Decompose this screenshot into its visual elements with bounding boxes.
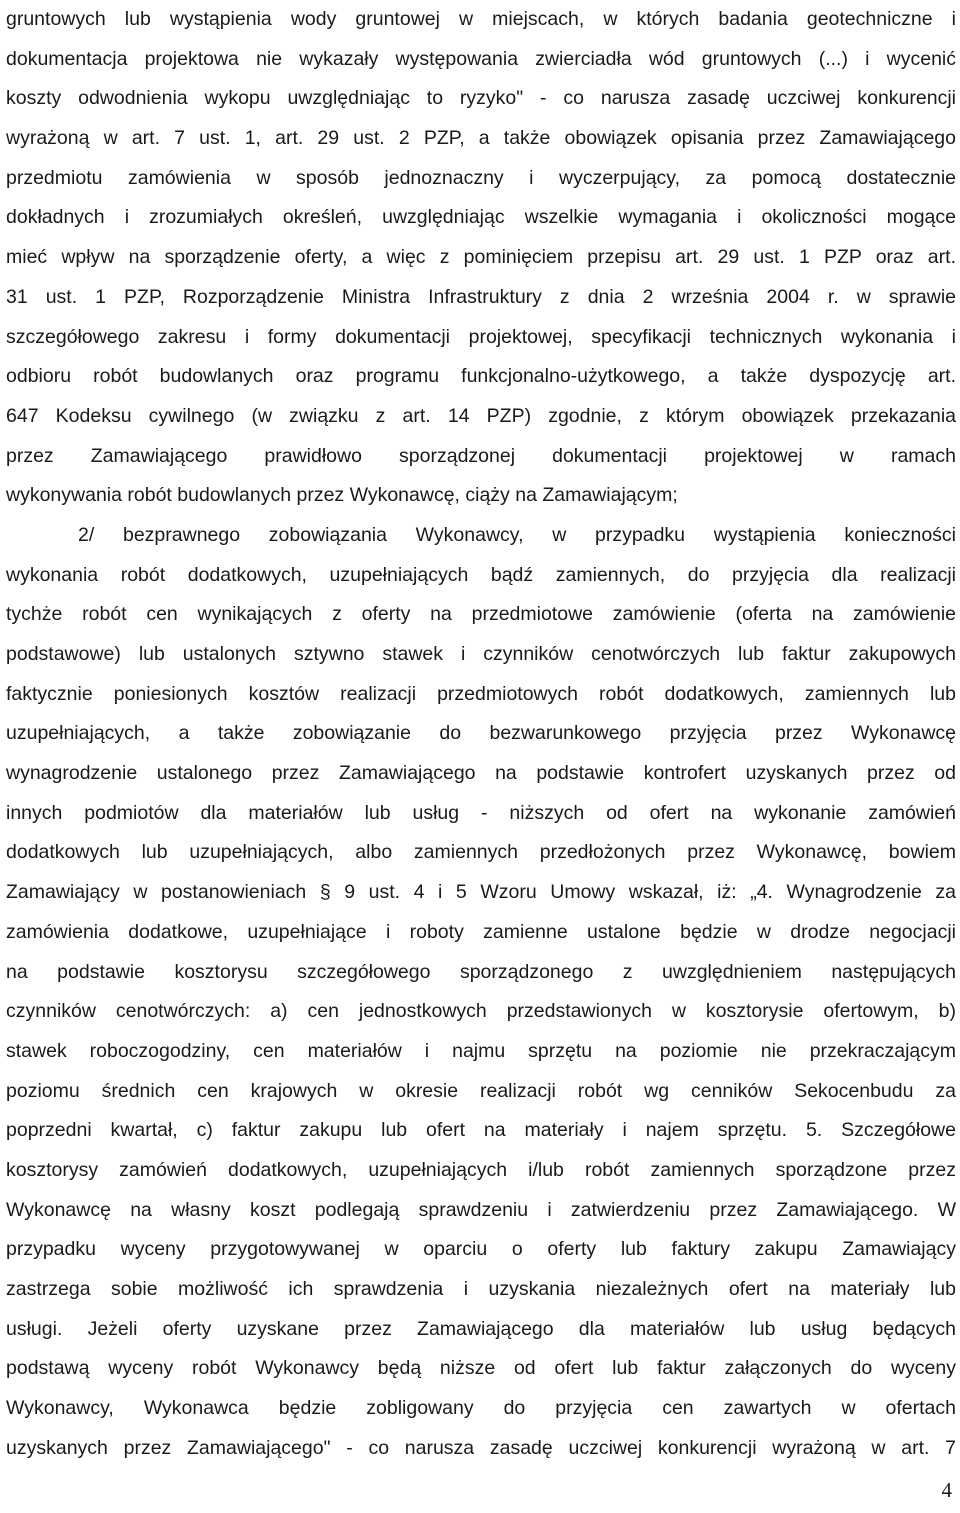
text-line: zastrzega sobie możliwość ich sprawdzenia i uzyskania niezależnych ofert na materiały lub — [6, 1278, 956, 1300]
text-line: stawek roboczogodziny, cen materiałów i najmu sprzętu na poziomie nie przekraczającym — [6, 1039, 956, 1062]
text-line: przedmiotu zamówienia w sposób jednoznaczny i wyczerpujący, za pomocą dostatecznie — [6, 166, 956, 189]
document-body — [6, 0, 956, 1468]
text-line: dokumentacja projektowa nie wykazały występowania zwierciadła wód gruntowych (...) i wycenić — [6, 47, 956, 70]
text-line: dokładnych i zrozumiałych określeń, uwzględniając wszelkie wymagania i okoliczności mogące — [6, 206, 956, 229]
text-line: wynagrodzenie ustalonego przez Zamawiającego na podstawie kontrofert uzyskanych przez od — [6, 762, 956, 785]
text-line: Wykonawcy, Wykonawca będzie zobligowany do przyjęcia cen zawartych w ofertach — [6, 1397, 956, 1420]
text-line: na podstawie kosztorysu szczegółowego sporządzonego z uwzględnieniem następujących — [6, 960, 956, 983]
text-line: Wykonawcę na własny koszt podlegają sprawdzeniu i zatwierdzeniu przez Zamawiającego. W — [6, 1198, 956, 1221]
text-line: 31 ust. 1 PZP, Rozporządzenie Ministra Infrastruktury z dnia 2 września 2004 r. w sprawie — [6, 285, 956, 308]
text-line: Zamawiający w postanowieniach § 9 ust. 4 i 5 Wzoru Umowy wskazał, iż: „4. Wynagrodzenie za — [6, 881, 956, 904]
text-line: 647 Kodeksu cywilnego (w związku z art. 14 PZP) zgodnie, z którym obowiązek przekazania — [6, 404, 956, 427]
text-line: przypadku wyceny przygotowywanej w oparciu o oferty lub faktury zakupu Zamawiający — [6, 1238, 956, 1261]
text-line: podstawą wyceny robót Wykonawcy będą niższe od ofert lub faktur załączonych do wyceny — [6, 1357, 956, 1380]
text-line: podstawowe) lub ustalonych sztywno stawek i czynników cenotwórczych lub faktur zakupowych — [6, 643, 956, 665]
text-line: koszty odwodnienia wykopu uwzględniając to ryzyko" - co narusza zasadę uczciwej konkurencji — [6, 87, 956, 110]
text-line: szczegółowego zakresu i formy dokumentacji projektowej, specyfikacji technicznych wykonania i — [6, 325, 956, 348]
text-line: wykonywania robót budowlanych przez Wykonawcę, ciąży na Zamawiającym; — [6, 484, 678, 507]
text-line: faktycznie poniesionych kosztów realizacji przedmiotowych robót dodatkowych, zamiennych lub — [6, 682, 956, 705]
text-line: czynników cenotwórczych: a) cen jednostkowych przedstawionych w kosztorysie ofertowym, b) — [6, 1000, 956, 1023]
text-line: tychże robót cen wynikających z oferty na przedmiotowe zamówienie (oferta na zamówienie — [6, 603, 956, 626]
text-line: wykonania robót dodatkowych, uzupełniających bądź zamiennych, do przyjęcia dla realizacji — [6, 563, 956, 586]
paragraph-start-line: 2/ bezprawnego zobowiązania Wykonawcy, w przypadku wystąpienia konieczności — [78, 523, 956, 546]
text-line: innych podmiotów dla materiałów lub usług - niższych od ofert na wykonanie zamówień — [6, 801, 956, 824]
text-line: gruntowych lub wystąpienia wody gruntowej w miejscach, w których badania geotechniczne i — [6, 8, 956, 30]
text-line: mieć wpływ na sporządzenie oferty, a więc z pominięciem przepisu art. 29 ust. 1 PZP oraz art. — [6, 246, 956, 269]
text-line: uzupełniających, a także zobowiązanie do bezwarunkowego przyjęcia przez Wykonawcę — [6, 722, 956, 745]
text-line: zamówienia dodatkowe, uzupełniające i roboty zamienne ustalone będzie w drodze negocjacji — [6, 920, 956, 943]
text-line: poziomu średnich cen krajowych w okresie realizacji robót wg cenników Sekocenbudu za — [6, 1079, 956, 1102]
page-number: 4 — [941, 1478, 952, 1502]
text-line: wyrażoną w art. 7 ust. 1, art. 29 ust. 2 PZP, a także obowiązek opisania przez Zamawiającego — [6, 127, 956, 150]
text-line: usługi. Jeżeli oferty uzyskane przez Zamawiającego dla materiałów lub usług będących — [6, 1317, 956, 1340]
text-line: kosztorysy zamówień dodatkowych, uzupełniających i/lub robót zamiennych sporządzone przez — [6, 1158, 956, 1181]
text-line: dodatkowych lub uzupełniających, albo zamiennych przedłożonych przez Wykonawcę, bowiem — [6, 841, 956, 864]
text-line: odbioru robót budowlanych oraz programu funkcjonalno-użytkowego, a także dyspozycję art. — [6, 365, 956, 388]
text-line: uzyskanych przez Zamawiającego" - co narusza zasadę uczciwej konkurencji wyrażoną w art. 7 — [6, 1436, 956, 1459]
text-line: poprzedni kwartał, c) faktur zakupu lub ofert na materiały i najem sprzętu. 5. Szczegółowe — [6, 1119, 956, 1142]
text-line: przez Zamawiającego prawidłowo sporządzonej dokumentacji projektowej w ramach — [6, 444, 956, 467]
